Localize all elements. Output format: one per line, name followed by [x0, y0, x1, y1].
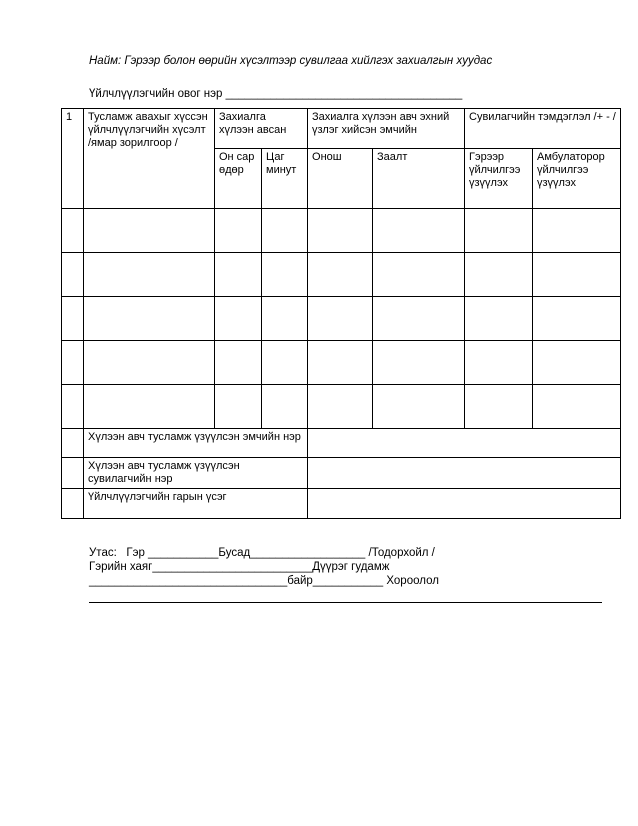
- table-cell[interactable]: [465, 253, 533, 297]
- table-cell[interactable]: [465, 209, 533, 253]
- table-row: [62, 385, 621, 429]
- address-line: Гэрийн хаяг_________________________Дүүрэг гудамж: [89, 561, 390, 573]
- table-row: [62, 341, 621, 385]
- contact-section: [89, 546, 439, 588]
- header-request: Тусламж авахыг хүссэн үйлчлүүлэгчийн хүсэлт /ямар зорилгоор /: [84, 109, 215, 209]
- footer-signature-field[interactable]: [308, 489, 621, 519]
- client-name-line: Үйлчлүүлэгчийн овог нэр _____________________________________: [89, 88, 463, 100]
- table-cell[interactable]: [308, 385, 373, 429]
- footer-nurse-field[interactable]: [308, 458, 621, 489]
- table-cell[interactable]: [62, 341, 84, 385]
- table-cell[interactable]: [533, 253, 621, 297]
- table-cell[interactable]: [262, 253, 308, 297]
- form-title: Найм: Гэрээр болон өөрийн хүсэлтээр сувилгаа хийлгэх захиалгын хуудас: [89, 55, 493, 67]
- header-ambulatory-service: Амбулаторор үйлчилгээ үзүүлэх: [533, 149, 621, 209]
- table-cell[interactable]: [62, 253, 84, 297]
- row-number: 1: [62, 109, 84, 209]
- table-cell[interactable]: [533, 209, 621, 253]
- footer-doctor-field[interactable]: [308, 429, 621, 458]
- table-cell[interactable]: [533, 341, 621, 385]
- header-order-date: Он сар өдөр: [215, 149, 262, 209]
- table-cell[interactable]: [308, 297, 373, 341]
- table-cell[interactable]: [84, 297, 215, 341]
- table-cell[interactable]: [84, 253, 215, 297]
- table-row: [62, 297, 621, 341]
- table-cell[interactable]: [84, 341, 215, 385]
- table-cell[interactable]: [308, 253, 373, 297]
- header-home-service: Гэрээр үйлчилгээ үзүүлэх: [465, 149, 533, 209]
- table-cell[interactable]: [215, 297, 262, 341]
- table-cell[interactable]: [465, 297, 533, 341]
- footer-doctor-label: Хүлээн авч тусламж үзүүлсэн эмчийн нэр: [84, 429, 308, 458]
- header-first-exam-doctor: Захиалга хүлээн авч эхний үзлэг хийсэн эмчийн: [308, 109, 465, 149]
- header-order-received: Захиалга хүлээн авсан: [215, 109, 308, 149]
- table-cell[interactable]: [465, 385, 533, 429]
- table-cell[interactable]: [62, 209, 84, 253]
- table-cell[interactable]: [62, 385, 84, 429]
- district-line: _______________________________байр___________ Хороолол: [89, 575, 439, 587]
- table-cell[interactable]: [215, 385, 262, 429]
- table-cell[interactable]: [84, 385, 215, 429]
- table-cell[interactable]: [533, 297, 621, 341]
- table-cell: [62, 429, 84, 458]
- table-cell[interactable]: [465, 341, 533, 385]
- table-cell[interactable]: [373, 385, 465, 429]
- header-order-time: Цаг минут: [262, 149, 308, 209]
- table-cell[interactable]: [373, 341, 465, 385]
- table-cell[interactable]: [262, 341, 308, 385]
- table-row: [62, 253, 621, 297]
- table-cell[interactable]: [215, 253, 262, 297]
- table-cell[interactable]: [533, 385, 621, 429]
- phone-line: Утас: Гэр ___________Бусад__________________ /Тодорхойл /: [89, 547, 435, 559]
- table-row: [62, 209, 621, 253]
- table-cell[interactable]: [84, 209, 215, 253]
- table-cell[interactable]: [373, 209, 465, 253]
- table-cell[interactable]: [62, 297, 84, 341]
- footer-nurse-label: Хүлээн авч тусламж үзүүлсэн сувилагчийн нэр: [84, 458, 308, 489]
- table-cell[interactable]: [373, 253, 465, 297]
- table-cell[interactable]: [215, 341, 262, 385]
- table-cell[interactable]: [308, 341, 373, 385]
- footer-signature-label: Үйлчлүүлэгчийн гарын үсэг: [84, 489, 308, 519]
- header-nursing-note: Сувилагчийн тэмдэглэл /+ - /: [465, 109, 621, 149]
- table-cell[interactable]: [262, 209, 308, 253]
- header-referral: Заалт: [373, 149, 465, 209]
- table-cell[interactable]: [308, 209, 373, 253]
- table-cell[interactable]: [215, 209, 262, 253]
- table-cell[interactable]: [373, 297, 465, 341]
- header-diagnosis: Онош: [308, 149, 373, 209]
- table-cell: [62, 458, 84, 489]
- order-table: [61, 108, 621, 519]
- table-cell[interactable]: [262, 385, 308, 429]
- divider: [89, 602, 602, 603]
- table-cell[interactable]: [262, 297, 308, 341]
- table-cell: [62, 489, 84, 519]
